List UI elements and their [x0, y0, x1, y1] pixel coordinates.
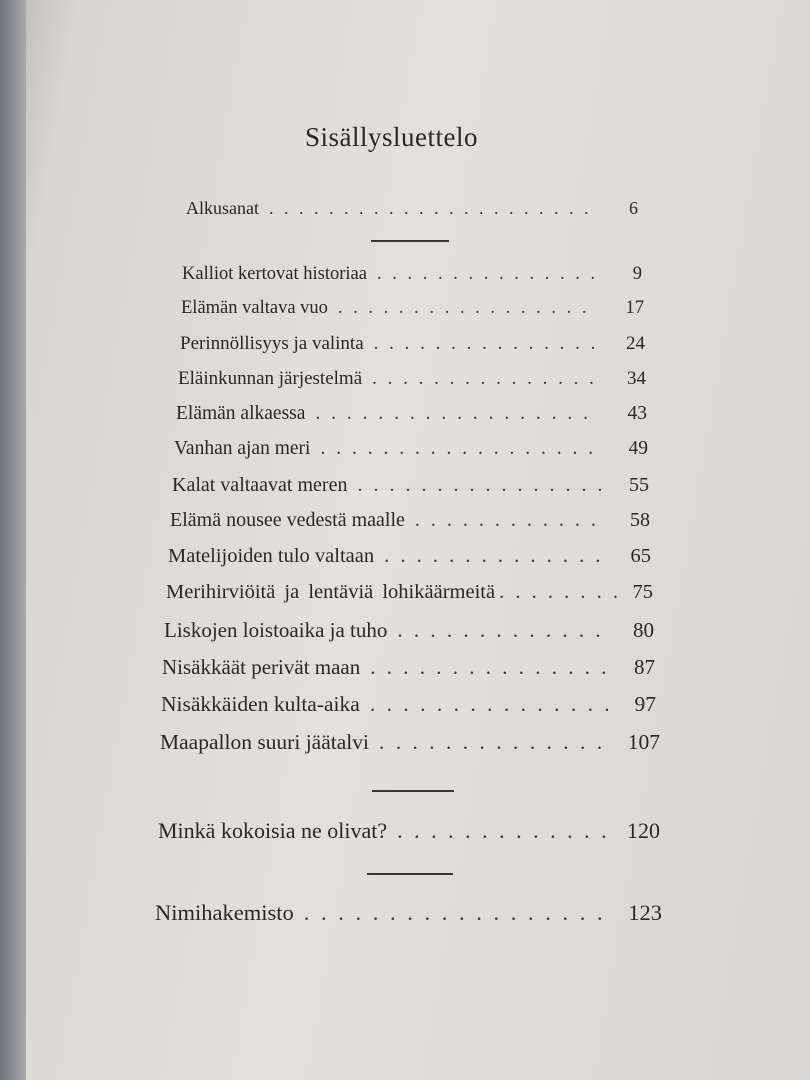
leader-dots: [338, 298, 596, 319]
toc-entry-page: 55: [629, 474, 649, 496]
toc-entry-page: 97: [634, 692, 656, 716]
toc-entry-chapter: [162, 655, 655, 680]
toc-entry-page: 43: [627, 403, 647, 424]
leader-dots: [320, 438, 600, 460]
leader-dots: [397, 618, 606, 643]
toc-entry-preface: [186, 198, 638, 219]
toc-entry-label: Elämän alkaessa: [176, 403, 306, 424]
toc-entry-appendix: [158, 818, 660, 844]
leader-dots: [269, 198, 590, 219]
toc-entry-page: 65: [630, 545, 651, 567]
toc-entry-chapter: [161, 692, 656, 717]
leader-dots: [370, 692, 608, 717]
toc-entry-label: Liskojen loistoaika ja tuho: [164, 618, 388, 642]
page-title: Sisällysluettelo: [305, 122, 478, 152]
toc-entry-label: Alkusanat: [186, 198, 259, 218]
toc-entry-chapter: [164, 618, 654, 643]
toc-entry-chapter: [181, 298, 644, 319]
toc-entry-page: 75: [632, 581, 653, 603]
toc-entry-label: Matelijoiden tulo valtaan: [168, 545, 375, 567]
toc-entry-chapter: [168, 545, 651, 568]
divider-2: [372, 790, 454, 792]
toc-entry-index: [155, 900, 662, 926]
toc-entry-label: Vanhan ajan meri: [174, 438, 311, 459]
toc-entry-label: Kalliot kertovat historiaa: [182, 264, 367, 284]
toc-entry-page: 123: [628, 900, 662, 925]
leader-dots: [499, 581, 619, 604]
toc-entry-page: 120: [627, 818, 660, 843]
toc-entry-label: Perinnöllisyys ja valinta: [180, 333, 364, 354]
toc-entry-page: 87: [634, 655, 655, 679]
toc-entry-label: Eläinkunnan järjestelmä: [178, 368, 363, 389]
toc-entry-page: 49: [628, 438, 648, 459]
toc-entry-chapter: [172, 474, 649, 497]
toc-entry-page: 24: [626, 333, 645, 354]
toc-entry-chapter: [160, 730, 660, 755]
leader-dots: [372, 368, 598, 390]
leader-dots: [384, 545, 603, 568]
toc-entry-page: 17: [625, 298, 644, 318]
toc-entry-label: Minkä kokoisia ne olivat?: [158, 818, 388, 843]
toc-entry-label: Nisäkkäiden kulta-aika: [161, 692, 360, 716]
toc-entry-label: Kalat valtaavat meren: [172, 474, 348, 496]
toc-entry-chapter: [176, 403, 647, 425]
leader-dots: [377, 264, 594, 285]
leader-dots: [357, 474, 601, 497]
toc-entry-page: 58: [630, 509, 650, 531]
toc-entry-page: 6: [629, 198, 638, 218]
toc-entry-label: Merihirviöitä ja lentäviä lohikäärmeitä: [166, 581, 496, 603]
page-edge: [0, 0, 26, 1080]
leader-dots: [374, 333, 597, 355]
divider-3: [367, 873, 453, 875]
toc-entry-label: Elämän valtava vuo: [181, 298, 328, 318]
toc-entry-label: Nimihakemisto: [155, 900, 294, 925]
toc-entry-chapter: [178, 368, 646, 390]
toc-entry-chapter: [166, 581, 653, 604]
toc-entry-chapter: [182, 264, 642, 285]
leader-dots: [315, 403, 599, 425]
leader-dots: [370, 655, 607, 680]
toc-entry-label: Nisäkkäät perivät maan: [162, 655, 361, 679]
toc-entry-chapter: [180, 333, 645, 355]
leader-dots: [379, 730, 612, 755]
divider-1: [371, 240, 449, 242]
toc-entry-page: 34: [627, 368, 646, 389]
leader-dots: [415, 509, 602, 532]
leader-dots: [304, 900, 614, 926]
toc-entry-label: Elämä nousee vedestä maalle: [170, 509, 405, 531]
toc-entry-page: 80: [633, 618, 654, 642]
toc-entry-chapter: [174, 438, 648, 460]
toc-entry-label: Maapallon suuri jäätalvi: [160, 730, 369, 754]
leader-dots: [397, 818, 612, 844]
toc-entry-page: 107: [627, 730, 660, 754]
toc-entry-chapter: [170, 509, 650, 532]
toc-entry-page: 9: [632, 264, 642, 284]
